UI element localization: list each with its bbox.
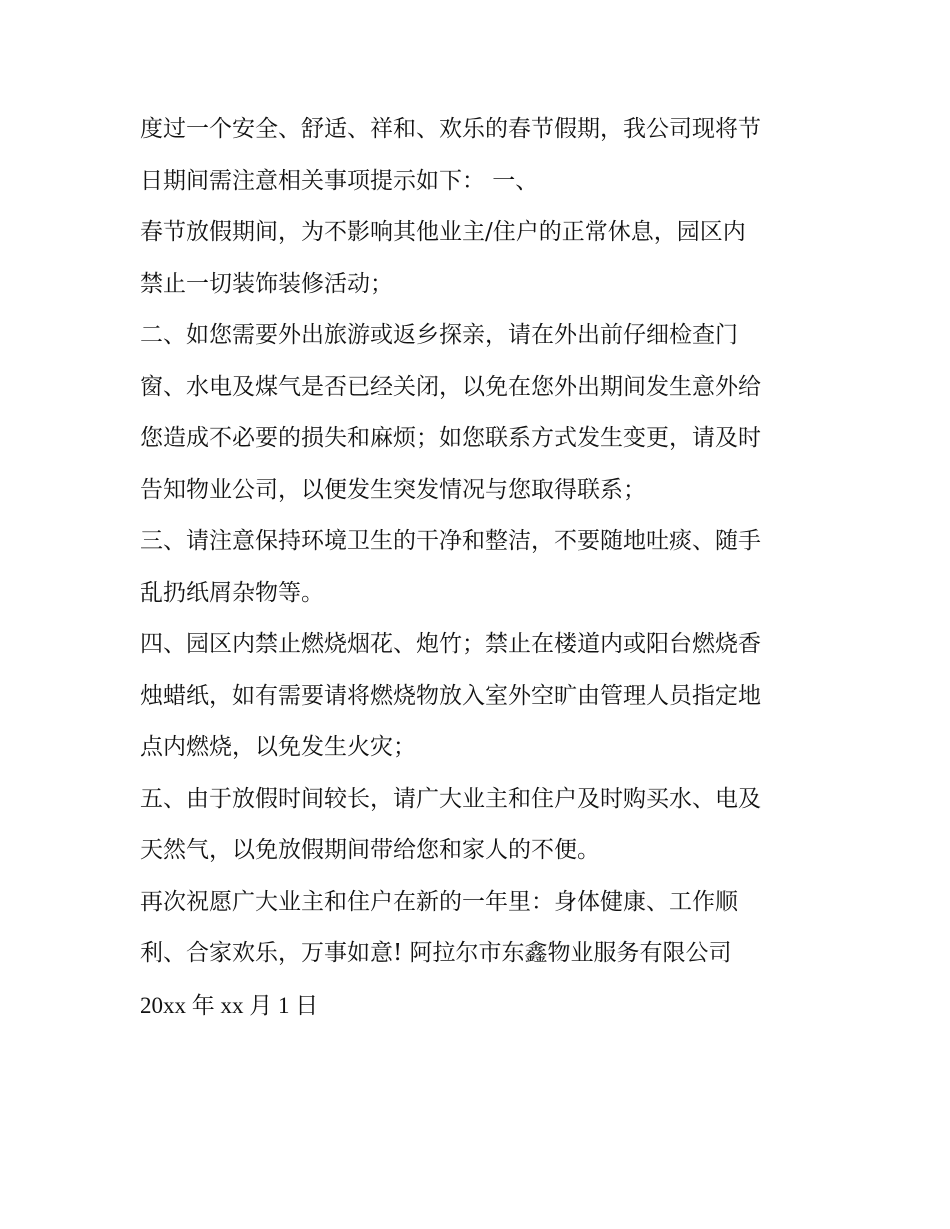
text-line: 二、如您需要外出旅游或返乡探亲，请在外出前仔细检查门	[140, 322, 738, 348]
text-line: 四、园区内禁止燃烧烟花、炮竹；禁止在楼道内或阳台燃烧香	[140, 631, 761, 657]
text-line: 五、由于放假时间较长，请广大业主和住户及时购买水、电及	[140, 785, 761, 812]
text-line: 窗、水电及煤气是否已经关闭，以免在您外出期间发生意外给	[140, 373, 761, 400]
text-line: 乱扔纸屑杂物等。	[140, 579, 324, 606]
text-line: 点内燃烧，以免发生火灾；	[140, 734, 416, 760]
text-line: 春节放假期间，为不影响其他业主/住户的正常休息，园区内	[140, 219, 746, 245]
text-line: 天然气，以免放假期间带给您和家人的不便。	[140, 837, 600, 863]
text-line: 您造成不必要的损失和麻烦；如您联系方式发生变更，请及时	[140, 425, 761, 451]
text-line: 烛蜡纸，如有需要请将燃烧物放入室外空旷由管理人员指定地	[140, 682, 761, 709]
text-line: 利、合家欢乐，万事如意! 阿拉尔市东鑫物业服务有限公司	[140, 940, 732, 966]
date-line: 20xx 年 xx 月 1 日	[140, 992, 319, 1018]
text-line: 度过一个安全、舒适、祥和、欢乐的春节假期，我公司现将节	[140, 116, 761, 142]
text-line: 再次祝愿广大业主和住户在新的一年里：身体健康、工作顺	[140, 888, 738, 915]
text-line: 禁止一切装饰装修活动；	[140, 270, 393, 297]
text-line: 三、请注意保持环境卫生的干净和整洁，不要随地吐痰、随手	[140, 528, 761, 554]
notice-body	[140, 104, 830, 1031]
text-line: 日期间需注意相关事项提示如下： 一、	[140, 167, 539, 194]
text-line: 告知物业公司，以便发生突发情况与您取得联系；	[140, 476, 646, 503]
